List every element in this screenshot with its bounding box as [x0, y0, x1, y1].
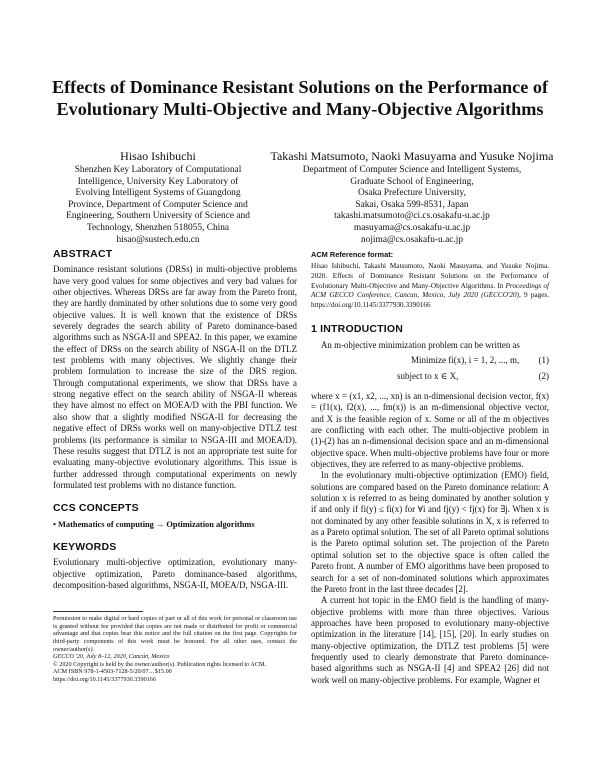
affiliation-line: Graduate School of Engineering,: [350, 176, 474, 187]
intro-paragraph-3: A current hot topic in the EMO field is the handling of many-objective problems with more than three objectives. Various approaches have been proposed to evolutionary many-objective optimization in the literature [14], [15], [20]. In early studies on many-objective optimization, the DTLZ test problems [5] were frequently used to clearly demonstrate that Pareto dominance-based algorithms such as NSGA-II [4] and SPEA2 [26] did not work well on many-objective problems. For example, Wagner et: [311, 595, 549, 685]
intro-paragraph-2: In the evolutionary multi-objective optimization (EMO) field, solutions are compared based on the Pareto dominance relation: A solution x is referred to as being dominated by another solution y if and only if fi(y) ≤ fi(x) for ∀i and fj(y) < fj(x) for ∃j. When x is not dominated by any other feasible solutions in X, x is referred to as a Pareto optimal solution. The set of all Pareto optimal solutions is the Pareto optimal solution set. The projection of the Pareto optimal solution set to the objective space is often called the Pareto front. A number of EMO algorithms have been proposed to search for a set of non-dominated solutions which approximates the Pareto front in the last three decades [2].: [311, 470, 549, 594]
abstract-text: Dominance resistant solutions (DRSs) in multi-objective problems have very good values for some objectives and very bad values for other objectives. Whereas DRSs are far away from the Pareto front, they are hardly dominated by other solutions due to some very good objective values. It is well known that the existence of DRSs severely degrades the search ability of Pareto dominance-based algorithms such as NSGA-II and SPEA2. In this paper, we examine the effect of DRSs on the search ability of NSGA-II on the DTLZ test problems with many objectives. We slightly change their problem formulation to increase the size of the DRS region. Through computational experiments, we show that DRSs have a strong negative effect on the search ability of NSGA-II whereas they have almost no effect on MOEA/D with the PBI function. We also show that a slightly modified NSGA-II for decreasing the negative effect of DRSs works well on many-objective DTLZ test problems (its performance is similar to NSGA-III and MOEA/D). These results suggest that DTLZ is not an appropriate test suite for evaluating many-objective evolutionary algorithms. This issue is further addressed through computational experiments on newly formulated test problems with no distance function.: [53, 264, 297, 490]
footnote-divider: [53, 611, 143, 612]
author-name: Hisao Ishibuchi: [120, 149, 196, 163]
ccs-section: [53, 503, 297, 530]
right-column: [311, 249, 549, 686]
author-email: hisao@sustech.edu.cn: [116, 234, 200, 245]
affiliation-line: Shenzhen Key Laboratory of Computational: [74, 165, 242, 175]
affiliation-line: Osaka Prefecture University,: [358, 188, 466, 199]
acm-reference-proceedings: Proceedings of ACM GECCO Conference, Cancun, Mexico, July 2020 (GECCO'20): [311, 281, 549, 300]
author-email: masuyama@cs.osakafu-u.ac.jp: [353, 222, 471, 233]
affiliation-line: Department of Computer Science and Intelligent Systems,: [302, 165, 522, 175]
author-block-2: [262, 149, 562, 246]
permission-text: Permission to make digital or hard copies of part or all of this work for personal or classroom use is granted without fee provided that copies are not made or distributed for profit or commercial advantage and that copies bear this notice and the full citation on the first page. Copyrights for third-party components of this work must be honored. For all other uses, contact the owner/author(s).: [53, 615, 297, 653]
affiliation-line: Province, Department of Computer Science and: [68, 199, 248, 210]
permission-footnote: [53, 615, 297, 683]
keywords-section: [53, 542, 297, 591]
acm-reference-text: [311, 262, 549, 310]
ccs-heading: CCS CONCEPTS: [53, 502, 139, 515]
author-email: takashi.matsumoto@ci.cs.osakafu-u.ac.jp: [334, 211, 490, 222]
isbn: ACM ISBN 978-1-4503-7128-5/20/07…$15.00: [53, 668, 172, 676]
equation-1: [311, 355, 549, 371]
keywords-text: Evolutionary multi-objective optimization, evolutionary many-objective optimization, Pareto dominance-based algorithms, decomposition-based algorithms, NSGA-II, MOEA/D, NSGA-III.: [53, 557, 297, 590]
title-line-1: Effects of Dominance Resistant Solutions on the Performance of: [51, 77, 549, 97]
equation-1-body: Minimize fi(x), i = 1, 2, ..., m,: [411, 355, 520, 365]
conference-venue: GECCO '20, July 8–12, 2020, Cancún, Mexico: [53, 653, 170, 661]
intro-paragraph-1: where x = (x1, x2, ..., xn) is an n-dimensional decision vector, f(x) = (f1(x), f2(x), ..., fm(x)) is an m-dimensional objective vector, and X is the feasible region of x. Some or all of the m objectives are conflicting with each other. The multi-objective problem in (1)-(2) has an n-dimensional decision space and an m-dimensional objective space. When multi-objective problems have four or more objectives, they are referred to as many-objective problems.: [311, 391, 549, 470]
author-name: Takashi Matsumoto, Naoki Masuyama and Yusuke Nojima: [270, 149, 554, 163]
affiliation-line: Technology, Shenzhen 518055, China: [86, 222, 230, 233]
equation-2-number: (2): [538, 371, 549, 381]
affiliation-line: Sakai, Osaka 599-8531, Japan: [355, 199, 469, 210]
acm-reference-heading: ACM Reference format:: [311, 250, 394, 259]
equation-2: [311, 371, 549, 387]
abstract-heading: ABSTRACT: [53, 248, 113, 260]
doi-link[interactable]: https://doi.org/10.1145/3377930.3390166: [53, 676, 156, 684]
affiliation-line: Engineering, Southern University of Science and: [66, 211, 250, 222]
copyright-notice: © 2020 Copyright is held by the owner/author(s). Publication rights licensed to ACM.: [53, 660, 266, 668]
intro-lead: An m-objective minimization problem can be written as: [321, 339, 520, 350]
paper-title: [40, 76, 560, 120]
equation-2-body: subject to x ∈ X,: [397, 371, 459, 381]
introduction-heading: 1 INTRODUCTION: [311, 323, 404, 336]
author-block-1: [48, 149, 268, 246]
affiliation-line: Evolving Intelligent Systems of Guangdong: [75, 188, 241, 199]
title-line-2: Evolutionary Multi-Objective and Many-Objective Algorithms: [56, 99, 544, 119]
left-column: [53, 249, 297, 684]
acm-reference-authors: Hisao Ishibuchi, Takashi Matsumoto, Naoki Masuyama, and Yusuke Nojima. 2020. Effects of Dominance Resistant Solutions on the Performance of Evolutionary Multi-Objective and Many-Objective Algorithms. In: [311, 262, 549, 290]
keywords-heading: KEYWORDS: [53, 540, 117, 553]
ccs-concept-item: • Mathematics of computing → Optimization algorithms: [53, 519, 255, 529]
author-email: nojima@cs.osakafu-u.ac.jp: [360, 234, 464, 245]
equation-1-number: (1): [538, 355, 549, 365]
introduction-section: [311, 324, 549, 686]
acm-reference-pages: , 9 pages.: [519, 291, 549, 300]
acm-reference-doi[interactable]: https://doi.org/10.1145/3377930.3390166: [311, 300, 431, 309]
affiliation-line: Intelligence, University Key Laboratory of: [77, 176, 239, 187]
